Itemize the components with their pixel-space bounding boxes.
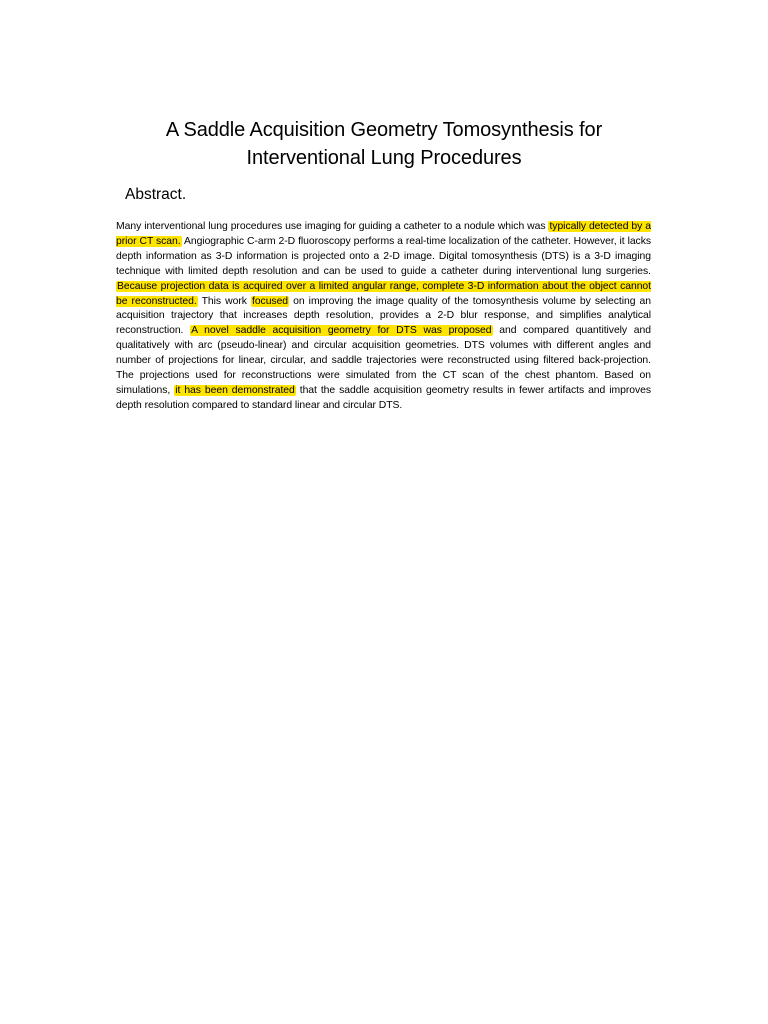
- abstract-text-segment: and compared quantitively and qualitatively with arc (pseudo-linear) and circular acquisition geometries. DTS volumes with different angles and number of projections for linear, circular, and saddle trajectories were reconstructed using filtered back-projection. The projections used for reconstructions were simulated from the CT scan of the chest phantom. Based on simulations,: [116, 325, 651, 396]
- abstract-heading: Abstract.: [125, 186, 187, 203]
- highlighted-text-segment: it has been demonstrated: [175, 384, 295, 396]
- abstract-text-segment: Many interventional lung procedures use imaging for guiding a catheter to a nodule which was: [116, 221, 549, 232]
- abstract-text-segment: that the saddle acquisition geometry results in fewer artifacts and improves depth resolution compared to standard linear and circular DTS.: [116, 384, 651, 411]
- paper-title: [110, 116, 658, 172]
- paper-title-line-1: A Saddle Acquisition Geometry Tomosynthesis for: [165, 119, 603, 141]
- highlighted-text-segment: Because projection data is acquired over a limited angular range, complete 3-D information about the object cannot be reconstructed.: [116, 280, 651, 307]
- abstract-text-segment: This work: [197, 295, 251, 307]
- abstract-paragraph: [116, 220, 651, 414]
- abstract-text-segment: Angiographic C-arm 2-D fluoroscopy performs a real-time localization of the catheter. However, it lacks depth information as 3-D information is projected onto a 2-D image. Digital tomosynthesis (DTS) is a 3-D imaging technique with limited depth resolution and can be used to guide a catheter during interventional lung surgeries.: [116, 235, 651, 277]
- abstract-text-segment: on improving the image quality of the tomosynthesis volume by selecting an acquisition trajectory that increases depth resolution, provides a 2-D blur response, and simplifies analytical reconstruction.: [116, 295, 651, 337]
- highlighted-text-segment: typically detected by a prior CT scan.: [116, 221, 651, 247]
- highlighted-text-segment: focused: [251, 295, 289, 307]
- paper-title-line-2: Interventional Lung Procedures: [246, 147, 522, 169]
- highlighted-text-segment: A novel saddle acquisition geometry for DTS was proposed: [191, 325, 492, 337]
